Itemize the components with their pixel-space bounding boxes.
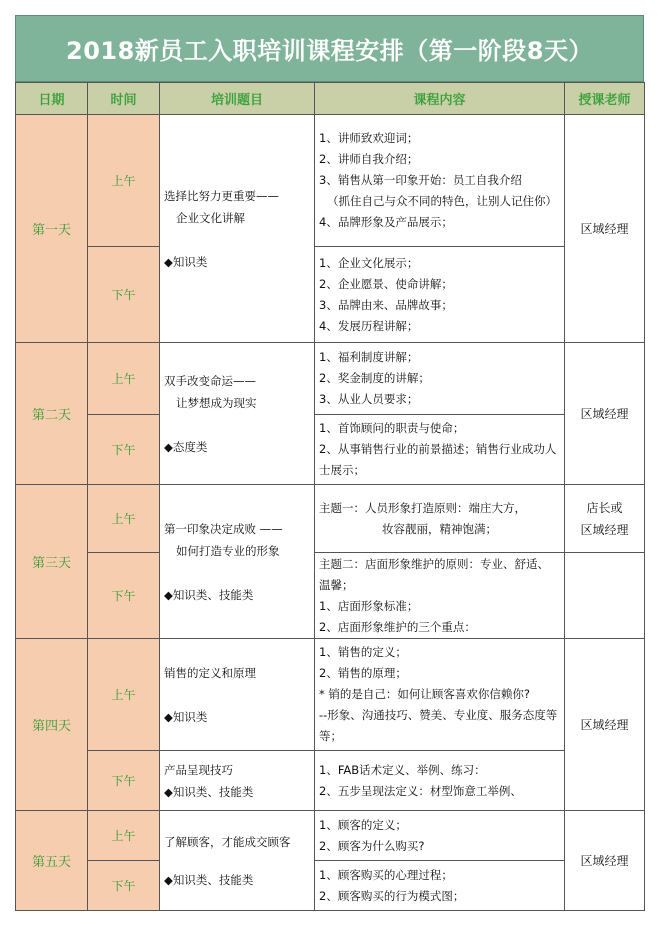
content-pm [315, 247, 565, 343]
content-am [315, 343, 565, 415]
content-line: --形象、沟通技巧、赞美、专业度、服务态度等等； [319, 708, 558, 743]
content-line: 2、店面形象维护的三个重点： [319, 619, 476, 634]
day-cell: 第四天 [16, 639, 88, 811]
content-line: （抓住自己与众不同的特色，让别人记住你） [327, 194, 557, 208]
topic-title: 双手改变命运—— [164, 373, 256, 388]
time-pm: 下午 [88, 415, 160, 485]
day-cell: 第一天 [16, 115, 88, 343]
table-row [16, 553, 645, 639]
topic-title: 第一印象决定成败 —— [164, 521, 283, 536]
content-line: 2、顾客购买的行为模式图； [319, 888, 465, 903]
content-line: 1、讲师致欢迎词； [319, 131, 419, 145]
time-pm: 下午 [88, 861, 160, 911]
teacher-line: 区域经理 [580, 522, 629, 537]
topic-title: 产品呈现技巧 [164, 762, 233, 777]
content-line: 2、企业愿景、使命讲解； [319, 276, 453, 291]
time-pm: 下午 [88, 751, 160, 811]
topic-cell [160, 811, 315, 911]
content-line: 2、奖金制度的讲解； [319, 371, 430, 385]
schedule-table [15, 82, 645, 911]
content-line: 2、销售的原理； [319, 666, 407, 680]
topic-category: ◆知识类、技能类 [164, 587, 254, 602]
teacher-cell: 区域经理 [565, 343, 645, 485]
topic-title: 选择比努力更重要—— [164, 188, 279, 203]
content-line: 2、顾客为什么购买? [319, 838, 425, 853]
time-am: 上午 [88, 115, 160, 247]
table-row [16, 639, 645, 751]
day-cell: 第五天 [16, 811, 88, 911]
table-row [16, 415, 645, 485]
table-row [16, 751, 645, 811]
topic-cell [160, 485, 315, 639]
content-line: 1、企业文化展示； [319, 255, 419, 270]
header-content: 课程内容 [315, 83, 565, 115]
content-line: 3、品牌由来、品牌故事； [319, 297, 453, 312]
content-line: * 销的是自己：如何让顾客喜欢你信赖你? [319, 687, 531, 701]
header-date: 日期 [16, 83, 88, 115]
content-line: 1、首饰顾问的职责与使命； [319, 421, 465, 435]
topic-cell [160, 639, 315, 751]
time-pm: 下午 [88, 553, 160, 639]
header-topic: 培训题目 [160, 83, 315, 115]
table-row [16, 343, 645, 415]
content-am [315, 485, 565, 553]
time-am: 上午 [88, 639, 160, 751]
table-row [16, 861, 645, 911]
content-line: 2、五步呈现法定义：材型饰意工举例、 [319, 783, 522, 798]
topic-title: 销售的定义和原理 [164, 665, 256, 680]
teacher-line: 店长或 [586, 500, 623, 515]
content-am [315, 639, 565, 751]
content-line: 主题二：店面形象维护的原则：专业、舒适、温馨； [319, 556, 549, 592]
topic-cell [160, 115, 315, 343]
content-line: 1、顾客的定义； [319, 817, 407, 832]
topic-category: ◆知识类、技能类 [164, 784, 254, 799]
schedule-sheet [15, 15, 644, 911]
time-am: 上午 [88, 811, 160, 861]
topic-subtitle: 企业文化讲解 [176, 210, 245, 225]
topic-category: ◆知识类 [164, 254, 208, 269]
time-am: 上午 [88, 343, 160, 415]
table-row [16, 811, 645, 861]
day-cell: 第三天 [16, 485, 88, 639]
content-pm [315, 415, 565, 485]
topic-category: ◆态度类 [164, 439, 208, 454]
topic-subtitle: 让梦想成为现实 [176, 395, 257, 410]
teacher-cell: 区域经理 [565, 115, 645, 343]
content-line: 主题一：人员形象打造原则：端庄大方， [319, 500, 526, 515]
content-am [315, 811, 565, 861]
topic-category: ◆知识类 [164, 709, 208, 724]
header-row [16, 83, 645, 115]
content-line: 3、销售从第一印象开始：员工自我介绍 [319, 173, 522, 187]
day-cell: 第二天 [16, 343, 88, 485]
content-line: 4、品牌形象及产品展示； [319, 215, 453, 229]
topic-category: ◆知识类、技能类 [164, 872, 254, 887]
teacher-cell: 区域经理 [565, 811, 645, 911]
topic-cell [160, 343, 315, 485]
topic-cell [160, 751, 315, 811]
content-line: 1、FAB话术定义、举例、练习： [319, 762, 486, 777]
header-teacher: 授课老师 [565, 83, 645, 115]
teacher-cell-empty [565, 553, 645, 639]
content-line: 2、讲师自我介绍； [319, 152, 419, 166]
page-title: 2018新员工入职培训课程安排（第一阶段8天） [15, 15, 644, 82]
teacher-cell [565, 485, 645, 553]
content-pm [315, 751, 565, 811]
table-row [16, 247, 645, 343]
header-time: 时间 [88, 83, 160, 115]
content-line: 4、发展历程讲解； [319, 318, 419, 333]
content-line: 1、店面形象标准； [319, 598, 419, 613]
content-line: 1、销售的定义； [319, 645, 407, 659]
content-line: 3、从业人员要求； [319, 392, 419, 406]
content-line: 1、顾客购买的心理过程； [319, 867, 453, 882]
time-am: 上午 [88, 485, 160, 553]
topic-subtitle: 如何打造专业的形象 [176, 543, 280, 558]
content-line: 妆容靓丽，精神饱满； [382, 521, 497, 536]
content-line: 1、福利制度讲解； [319, 350, 419, 364]
table-row [16, 485, 645, 553]
time-pm: 下午 [88, 247, 160, 343]
table-row [16, 115, 645, 247]
topic-title: 了解顾客，才能成交顾客 [164, 834, 291, 849]
content-pm [315, 861, 565, 911]
content-line: 2、从事销售行业的前景描述；销售行业成功人士展示； [319, 442, 557, 477]
teacher-cell: 区域经理 [565, 639, 645, 811]
content-pm [315, 553, 565, 639]
content-am [315, 115, 565, 247]
